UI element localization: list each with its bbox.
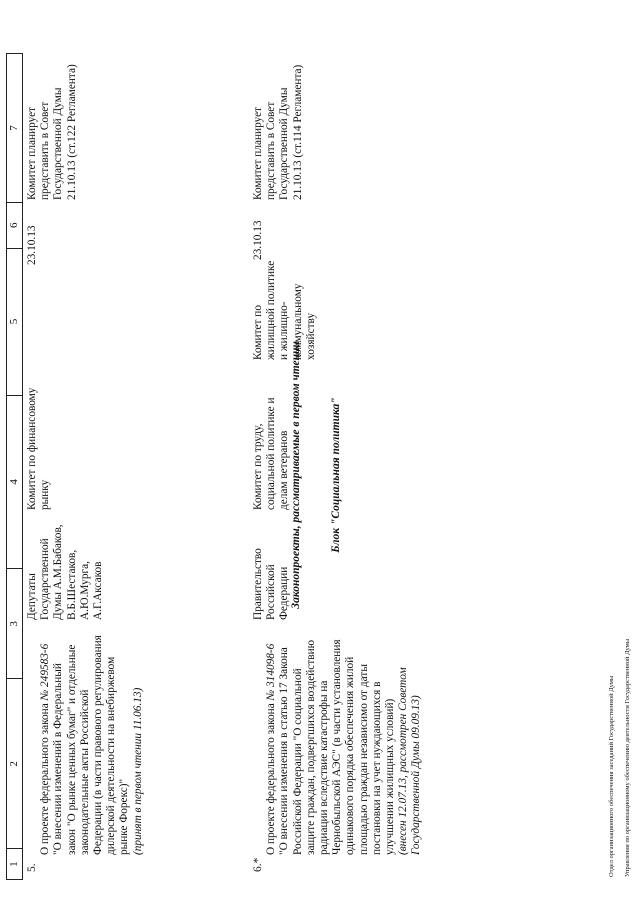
footer-line: Отдел организационного обеспечения заседаний Государственной Думы [608, 675, 615, 877]
column-header-row [6, 53, 23, 880]
bill-title: "О внесении изменения в статью 17 Закона Российской Федерации "О социальной защите граждан, подвергшихся воздействию радиации вследствие катастрофы на Чернобыльской АЭС" (в части установления одинакового порядка обеспечения жилой площадью граждан независимо от даты постановки на учет нуждающихся в улучшении жилищных условий) [278, 639, 397, 855]
plan: Комитет планирует представить в Совет Государственной Думы 21.10.13 (ст.122 Регламента) [26, 64, 78, 200]
bill-intro: О проекте федерального закона [39, 700, 52, 855]
date: 23.10.13 [252, 220, 264, 260]
bill-title: "О внесении изменений в Федеральный закон "О рынке ценных бумаг" и отдельные законодательные акты Российской Федерации (в части правового регулирования дилерской деятельности на внебиржевом рынке Форекс)" [52, 635, 131, 855]
co-committee: Комитет по жилищной политике и жилищно-коммунальному хозяйству [252, 260, 317, 360]
bill-note: (принят в первом чтении 11.06.13) [131, 687, 144, 855]
row-number: 5. [26, 863, 38, 872]
bill-number: № 314098-6 [265, 643, 278, 701]
bill-intro: О проекте федерального закона [265, 700, 278, 855]
bill-description [252, 635, 424, 855]
column-header: 4 [7, 395, 22, 569]
committee: Комитет по финансовому рынку [26, 387, 52, 510]
block-title: Блок "Социальная политика" [330, 397, 342, 553]
bill-description [26, 635, 145, 855]
bill-note: (внесен 12.07.13, рассмотрен Советом Государственной Думы 09.09.13) [397, 667, 423, 855]
initiator: Правительство Российской Федерации [252, 548, 291, 620]
plan: Комитет планирует представить в Совет Государственной Думы 21.10.13 (ст.114 Регламента) [252, 64, 304, 200]
row-number: 6.* [252, 857, 264, 872]
date: 23.10.13 [26, 225, 38, 265]
footer-line: Управления по организационному обеспечению деятельности Государственной Думы [624, 638, 631, 877]
section-title: Законопроекты, рассматриваемые в первом чтении [290, 341, 302, 609]
column-header: 2 [7, 678, 22, 848]
bill-number: № 249583-6 [39, 643, 52, 701]
footer [600, 357, 640, 877]
column-header: 7 [8, 125, 20, 131]
column-header: 3 [7, 568, 22, 678]
initiator: Депутаты Государственной Думы А.М.Бабаков, В.Б.Шестаков, А.Ю.Мурга, А.Г.Аксаков [26, 524, 105, 620]
committee: Комитет по труду, социальной политике и делам ветеранов [252, 397, 291, 510]
column-header: 5 [7, 248, 22, 395]
column-header: 1 [7, 848, 22, 879]
column-header: 6 [7, 202, 22, 248]
